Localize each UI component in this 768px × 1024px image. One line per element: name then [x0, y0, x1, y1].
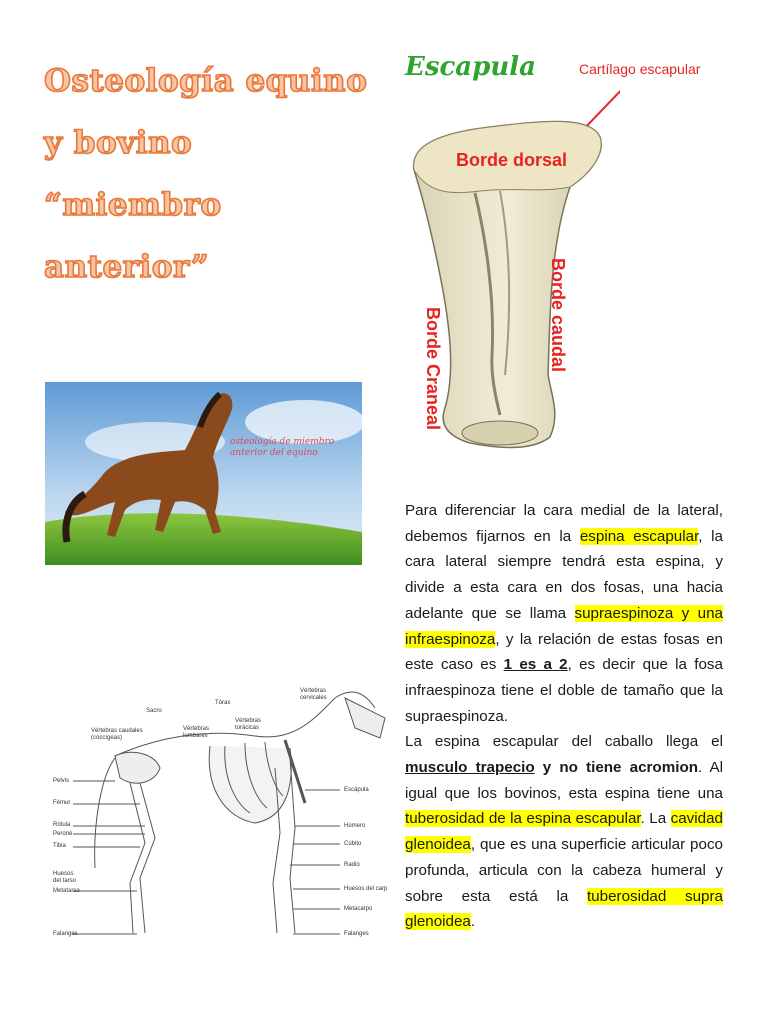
paragraph-1 — [405, 498, 723, 729]
emphasis-acromion: y no tiene acromion — [534, 759, 698, 777]
label-femur: Fémur — [53, 800, 71, 806]
highlight-tuberosidad-espina: tuberosidad de la espina escapular — [405, 810, 641, 828]
label-rotula: Rótula — [53, 822, 71, 828]
label-escapula: Escápula — [344, 787, 369, 793]
label-vertebras-cervicales: Vértebras cervicales — [300, 688, 327, 701]
text: . La — [640, 810, 671, 828]
label-vertebras-toracicas: Vértebras torácicas — [235, 718, 262, 731]
label-dorsal-border: Borde dorsal — [456, 150, 568, 170]
text: , y la relación de estas fosas en este caso es — [405, 630, 723, 674]
label-radio: Radio — [344, 862, 360, 868]
label-huesos-tarso: Huesos del tarso — [53, 871, 77, 884]
text: Para diferenciar la cara medial de la lateral, debemos fijarnos en la — [405, 502, 723, 545]
label-perone: Peroné — [53, 831, 73, 837]
body-text — [405, 498, 723, 935]
text: . — [470, 913, 476, 931]
label-pelvis: Pelvis — [53, 778, 70, 784]
text: La espina escapular del caballo llega el — [405, 733, 723, 751]
horse-photo — [45, 382, 362, 565]
text: . Al igual que los bovinos, esta espina tiene una — [405, 759, 724, 802]
label-sacro: Sacro — [146, 708, 162, 714]
horse-skeleton-diagram — [45, 678, 390, 948]
photo-caption: osteología de miembro anterior del equino — [230, 437, 335, 458]
glenoid-region — [462, 421, 538, 445]
label-cubito: Cúbito — [344, 841, 362, 847]
paragraph-2 — [405, 729, 723, 935]
highlight-fosas: supraespinoza y una infraespinoza — [405, 604, 723, 648]
label-metacarpo: Metacarpo — [344, 906, 373, 912]
label-falanges-left: Falanges — [53, 931, 78, 937]
label-huesos-carpo: Huesos del carp — [344, 886, 388, 892]
label-caudal-border: Borde caudal — [548, 258, 568, 373]
label-cartilage: Cartílago escapular — [579, 61, 701, 77]
label-torax: Tórax — [215, 700, 231, 706]
label-falanges-right: Falanges — [344, 931, 369, 937]
label-vertebras-lumbares: Vértebras lumbares — [183, 726, 210, 739]
emphasis-ratio: 1 es a 2 — [503, 656, 568, 674]
emphasis-trapecio: musculo trapecio — [405, 759, 535, 777]
scapula-heading: Escapula — [405, 52, 536, 82]
highlight-tuberosidad-supraglenoidea: tuberosidad supra glenoidea — [405, 887, 723, 931]
highlight-espina-escapular: espina escapular — [579, 527, 699, 545]
text: , es decir que la fosa infraespinoza tiene el doble de tamaño que la supraespinoza. — [405, 656, 723, 725]
label-cranial-border: Borde Craneal — [423, 307, 443, 431]
label-vertebras-caudales: Vértebras caudales (coccígeas) — [91, 728, 143, 741]
label-metatarso: Metatarso — [53, 888, 80, 894]
text: , que es una superficie articular poco profunda, articula con la cabeza humeral y sobre esta está la — [405, 836, 723, 905]
label-tibia: Tibia — [53, 843, 66, 849]
page-title: Osteología equino y bovino “miembro anterior” — [44, 63, 368, 285]
label-humero: Húmero — [344, 823, 366, 829]
highlight-cavidad-glenoidea: cavidad glenoidea — [405, 810, 723, 854]
text: , la cara lateral siempre tendrá esta espina, y divide a esta cara en dos fosas, una hacia adelante que se llama — [405, 527, 724, 622]
